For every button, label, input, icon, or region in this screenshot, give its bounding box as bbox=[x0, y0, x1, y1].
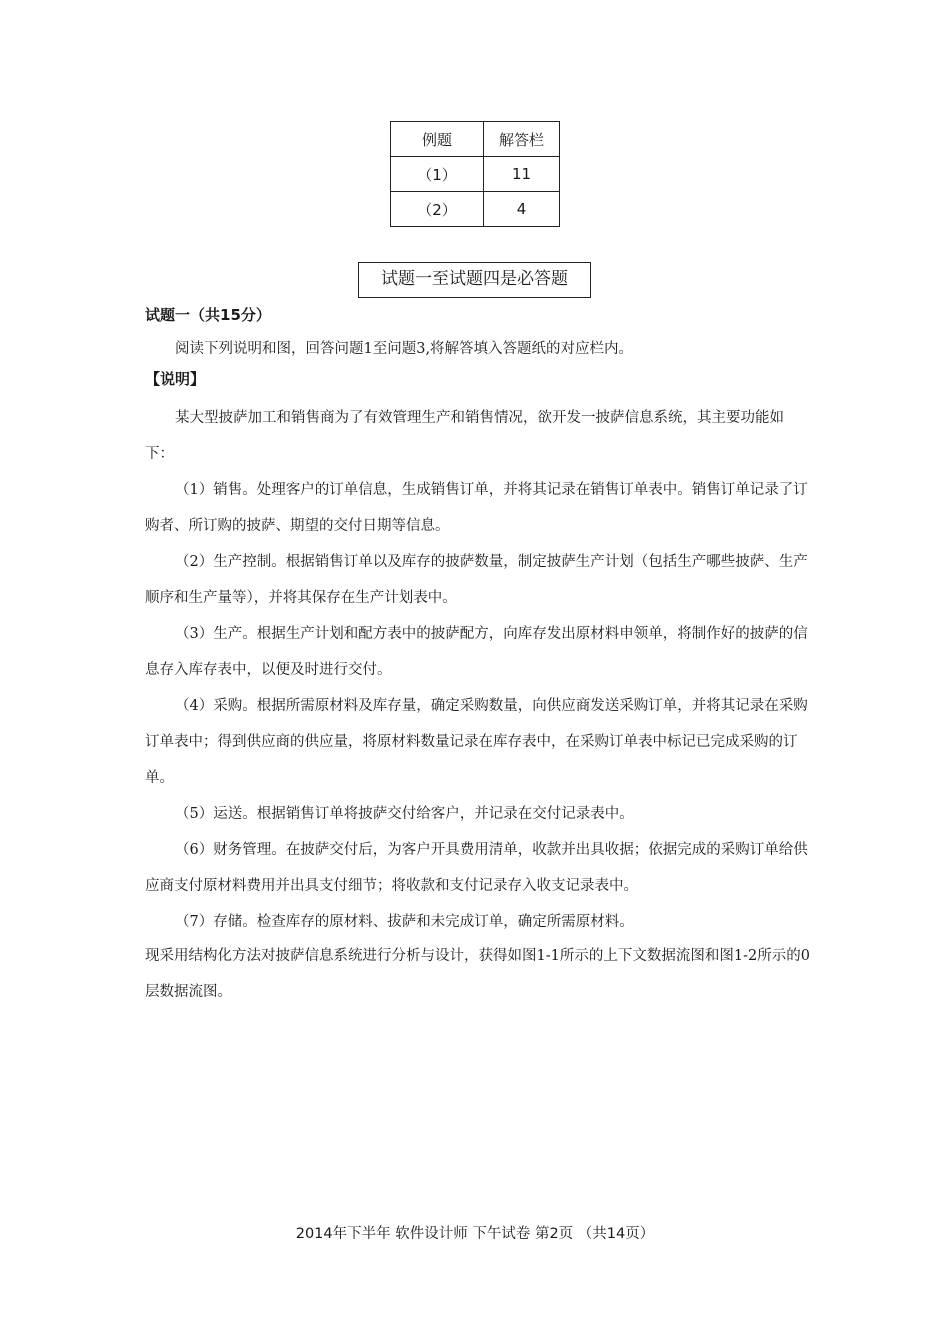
table-cell: （1） bbox=[391, 157, 484, 192]
table-cell: （2） bbox=[391, 192, 484, 227]
sample-answer-table bbox=[390, 121, 560, 227]
function-item: （6）财务管理。在披萨交付后，为客户开具费用清单，收款并出具收据；依据完成的采购订单给供应商支付原材料费用并出具支付细节；将收款和支付记录存入收支记录表中。 bbox=[145, 842, 808, 894]
page-footer: 2014年下半年 软件设计师 下午试卷 第2页 （共14页） bbox=[295, 1226, 655, 1242]
table-header-cell: 例题 bbox=[391, 122, 484, 157]
function-item: （1）销售。处理客户的订单信息，生成销售订单，并将其记录在销售订单表中。销售订单记录了订购者、所订购的披萨、期望的交付日期等信息。 bbox=[145, 482, 808, 534]
function-item: （4）采购。根据所需原材料及库存量，确定采购数量，向供应商发送采购订单，并将其记录在采购订单表中；得到供应商的供应量，将原材料数量记录在库存表中，在采购订单表中标记已完成采购的订单。 bbox=[145, 698, 808, 786]
table-header-cell: 解答栏 bbox=[484, 122, 560, 157]
table-row bbox=[391, 157, 560, 192]
mandatory-notice-box: 试题一至试题四是必答题 bbox=[358, 262, 591, 298]
function-item: （5）运送。根据销售订单将披萨交付给客户，并记录在交付记录表中。 bbox=[175, 806, 634, 822]
intro-paragraph: 某大型披萨加工和销售商为了有效管理生产和销售情况，欲开发一披萨信息系统，其主要功能如下： bbox=[145, 410, 784, 462]
table-cell: 11 bbox=[484, 157, 560, 192]
section-label: 【说明】 bbox=[145, 370, 206, 388]
function-item: （2）生产控制。根据销售订单以及库存的披萨数量，制定披萨生产计划（包括生产哪些披萨、生产顺序和生产量等），并将其保存在生产计划表中。 bbox=[145, 554, 808, 606]
function-item: （3）生产。根据生产计划和配方表中的披萨配方，向库存发出原材料申领单，将制作好的披萨的信息存入库存表中，以便及时进行交付。 bbox=[145, 626, 808, 678]
table-cell: 4 bbox=[484, 192, 560, 227]
instruction-text: 阅读下列说明和图，回答问题1至问题3,将解答填入答题纸的对应栏内。 bbox=[175, 341, 634, 357]
table-row bbox=[391, 192, 560, 227]
function-item: （7）存储。检查库存的原材料、拔萨和未完成订单，确定所需原材料。 bbox=[175, 914, 634, 930]
question-title: 试题一（共15分） bbox=[145, 306, 271, 324]
conclusion-paragraph: 现采用结构化方法对披萨信息系统进行分析与设计，获得如图1-1所示的上下文数据流图和图1-2所示的0层数据流图。 bbox=[145, 948, 810, 1000]
table-header-row bbox=[391, 122, 560, 157]
